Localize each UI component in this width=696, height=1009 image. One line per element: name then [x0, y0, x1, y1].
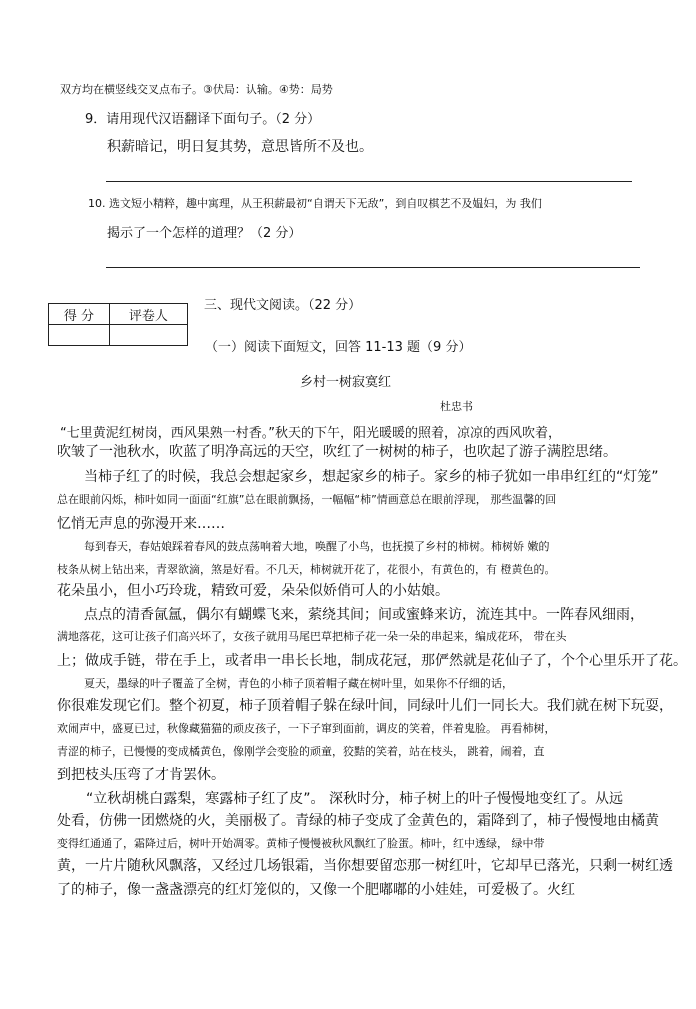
article-line: 你很难发现它们。整个初夏，柿子顶着帽子躲在绿叶间，同绿叶儿们一同长大。我们就在树下玩耍，	[57, 698, 673, 714]
article-line: 上；做成手链，带在手上，或者串一串长长地，制成花冠，那俨然就是花仙子了，个个心里乐开了花。	[57, 653, 687, 669]
question-10-line1: 10. 选文短小精粹，趣中寓理，从王积薪最初“自谓天下无敌”，到自叹棋艺不及媪妇，为 我们	[88, 197, 542, 210]
article-line: 满地落花，这可让孩子们高兴坏了，女孩子就用马尾巴草把柿子花一朵一朵的串起来，编成花环， 带在头	[57, 630, 567, 643]
article-line: “七里黄泥红树岗，西风果熟一村香。”秋天的下午，阳光暖暖的照着，凉凉的西风吹着，	[60, 426, 561, 441]
section-3-title: 三、现代文阅读。（22 分）	[204, 298, 362, 313]
article-author: 杜忠书	[440, 400, 473, 413]
answer-line-9	[106, 181, 632, 182]
article-line: 夏天，墨绿的叶子覆盖了全树，青色的小柿子顶着帽子藏在树叶里，如果你不仔细的话，	[84, 677, 513, 690]
article-line: 点点的清香氤氲，偶尔有蝴蝶飞来，萦绕其间；间或蜜蜂来访，流连其中。一阵春风细雨，	[84, 607, 644, 623]
question-10-line2: 揭示了一个怎样的道理？（2 分）	[107, 226, 302, 241]
article-line: 花朵虽小，但小巧玲珑，精致可爱，朵朵似娇俏可人的小姑娘。	[57, 583, 449, 599]
article-line: 变得红通通了，霜降过后，树叶开始凋零。黄柿子慢慢被秋风飘红了脸蛋。柿叶，红中透绿， 绿中带	[57, 837, 545, 850]
grader-cell	[109, 325, 187, 346]
article-line: 每到春天，春姑娘踩着春风的鼓点荡响着大地，唤醒了小鸟，也抚摸了乡村的柿树。柿树娇 嫩的	[84, 540, 550, 553]
score-cell	[49, 325, 110, 346]
score-box	[48, 303, 188, 346]
article-title: 乡村一树寂寞红	[300, 375, 392, 390]
article-line: “立秋胡桃白露梨，寒露柿子红了皮”。 深秋时分，柿子树上的叶子慢慢地变红了。从远	[86, 791, 623, 807]
answer-line-10	[106, 267, 640, 268]
grader-label: 评卷人	[109, 304, 187, 325]
article-line: 当柿子红了的时候，我总会想起家乡，想起家乡的柿子。家乡的柿子犹如一串串红红的“灯笼”	[84, 469, 659, 485]
article-line: 了的柿子，像一盏盏漂亮的红灯笼似的，又像一个肥嘟嘟的小娃娃，可爱极了。火红	[57, 882, 575, 898]
question-9-sentence: 积薪暗记，明日复其势，意思皆所不及也。	[107, 139, 373, 155]
article-line: 青涩的柿子，已慢慢的变成橘黄色，像刚学会变脸的顽童，狡黠的笑着，站在枝头， 跳着，闹着，直	[57, 745, 545, 758]
score-label: 得 分	[49, 304, 110, 325]
note-line: 双方均在横竖线交叉点布子。③伏局：认输。④势：局势	[60, 83, 333, 96]
article-line: 处看，仿佛一团燃烧的火，美丽极了。青绿的柿子变成了金黄色的，霜降到了，柿子慢慢地由橘黄	[57, 813, 659, 829]
section-3-subtitle: （一）阅读下面短文，回答 11-13 题（9 分）	[205, 340, 472, 355]
article-line: 总在眼前闪烁，柿叶如同一面面“红旗”总在眼前飘扬，一幅幅“柿”情画意总在眼前浮现， 那些温馨的回	[57, 493, 557, 506]
article-line: 吹皱了一池秋水，吹蓝了明净高远的天空，吹红了一树树的柿子，也吹起了游子满腔思绪。	[57, 444, 617, 460]
article-line: 忆悄无声息的弥漫开来……	[57, 516, 225, 532]
article-line: 欢闹声中，盛夏已过，秋像藏猫猫的顽皮孩子，一下子窜到面前，调皮的笑着，伴着鬼脸。 再看柿树，	[57, 722, 556, 735]
article-line: 到把枝头压弯了才肯罢休。	[57, 767, 225, 783]
article-line: 黄，一片片随秋风飘落，又经过几场银霜，当你想要留恋那一树红叶，它却早已落光，只剩一树红透	[57, 858, 673, 874]
question-9: 9．请用现代汉语翻译下面句子。（2 分）	[85, 112, 321, 127]
article-line: 枝条从树上钻出来，青翠欲滴，煞是好看。不几天，柿树就开花了，花很小，有黄色的，有 橙黄色的。	[57, 563, 556, 576]
